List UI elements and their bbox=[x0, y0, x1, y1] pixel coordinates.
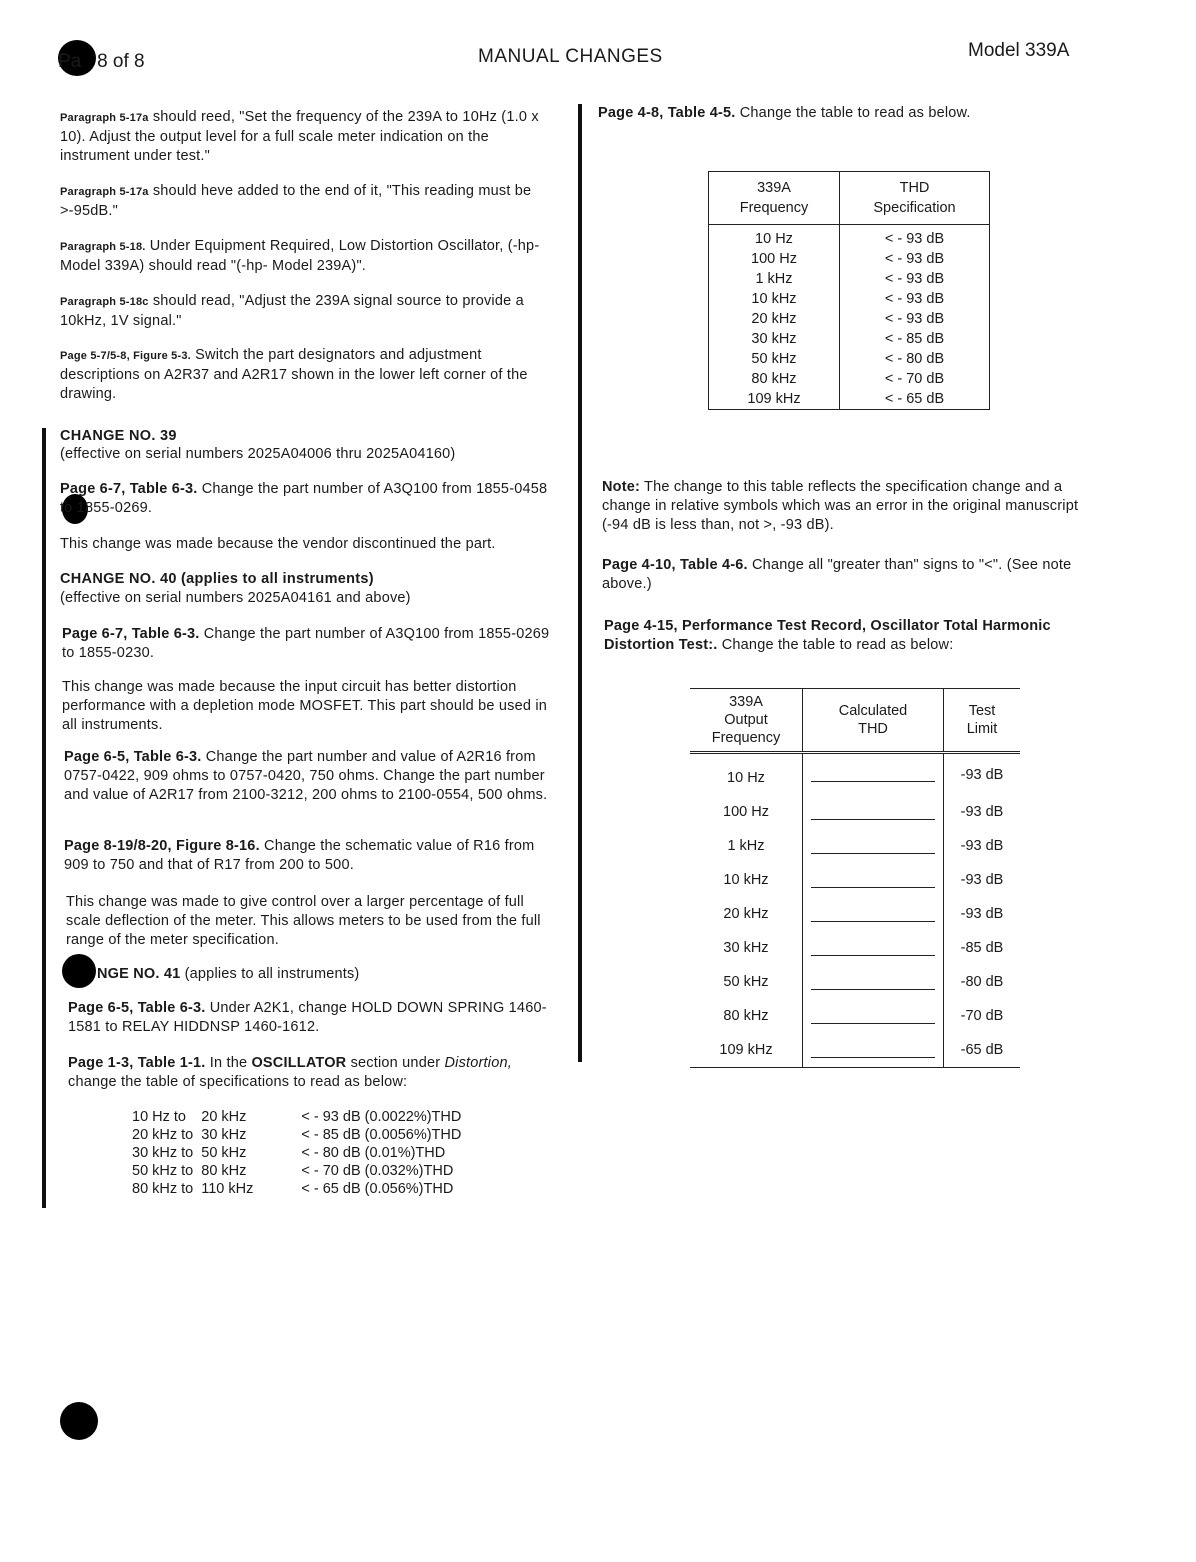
limit-cell: -85 dB bbox=[960, 940, 1004, 956]
model-label: Model 339A bbox=[968, 40, 1070, 61]
spec-cell: < - 93 dB bbox=[884, 231, 945, 247]
spec-value: < - 70 dB (0.032%)THD bbox=[301, 1163, 454, 1179]
header-line: 339A bbox=[729, 694, 763, 710]
ref-label: Page 4-8, Table 4-5. bbox=[598, 105, 736, 121]
header-line: 339A bbox=[757, 180, 791, 196]
table-row bbox=[690, 965, 1020, 999]
header-line: THD bbox=[858, 721, 888, 737]
freq-cell: 100 Hz bbox=[709, 249, 840, 269]
distortion-spec-table bbox=[132, 1108, 469, 1198]
blank-line bbox=[811, 767, 935, 782]
ref-label: Page 6-5, Table 6-3. bbox=[64, 749, 202, 765]
thd-spec-table bbox=[708, 171, 990, 410]
freq-cell: 20 kHz bbox=[690, 897, 803, 931]
page-title: MANUAL CHANGES bbox=[478, 46, 663, 67]
spec-cell: < - 85 dB bbox=[884, 331, 945, 347]
distortion-label: Distortion, bbox=[444, 1055, 512, 1071]
body-text: Under Equipment Required, Low Distortion Oscillator, (-hp-Model 339A) should read "(-hp- Model 239A)". bbox=[60, 238, 540, 274]
change-41-title bbox=[97, 965, 359, 984]
body-text: Change the part number of A3Q100 from 1855-0269 to 1855-0230. bbox=[62, 626, 550, 661]
header-line: Specification bbox=[873, 200, 956, 216]
table-row bbox=[709, 369, 990, 389]
limit-cell: -93 dB bbox=[960, 766, 1004, 783]
header-line: Limit bbox=[966, 721, 998, 737]
spec-value: < - 80 dB (0.01%)THD bbox=[301, 1145, 446, 1161]
table-row bbox=[690, 897, 1020, 931]
table-row bbox=[709, 249, 990, 269]
limit-cell: -93 dB bbox=[960, 872, 1004, 888]
range-from: 10 Hz to bbox=[132, 1109, 186, 1125]
para-5-18 bbox=[60, 237, 548, 276]
freq-cell: 100 Hz bbox=[690, 795, 803, 829]
body-text: should read, "Adjust the 239A signal source to provide a 10kHz, 1V signal." bbox=[60, 293, 524, 329]
change-40-page-6-7 bbox=[62, 625, 552, 663]
note-label: Note: bbox=[602, 479, 641, 495]
freq-cell: 80 kHz bbox=[690, 999, 803, 1033]
spec-cell: < - 93 dB bbox=[884, 251, 945, 267]
change-39-reason: This change was made because the vendor discontinued the part. bbox=[60, 536, 496, 552]
freq-cell: 10 Hz bbox=[709, 225, 840, 250]
calculated-thd-entry bbox=[803, 753, 944, 796]
col-header-output-frequency bbox=[690, 689, 803, 753]
calculated-thd-entry bbox=[803, 999, 944, 1033]
table-row bbox=[709, 329, 990, 349]
table-row bbox=[690, 999, 1020, 1033]
freq-cell: 50 kHz bbox=[690, 965, 803, 999]
ref-label: Page 6-5, Table 6-3. bbox=[68, 1000, 206, 1016]
table-row bbox=[690, 863, 1020, 897]
table-row bbox=[709, 349, 990, 369]
blank-line bbox=[811, 1009, 935, 1024]
table-row bbox=[132, 1162, 469, 1180]
freq-cell: 50 kHz bbox=[709, 349, 840, 369]
body-text: Change the table to read as below. bbox=[735, 105, 971, 121]
table-row bbox=[132, 1144, 469, 1162]
body-text: Change the part number and value of A2R16 from 0757-0422, 909 ohms to 0757-0420, 750 ohms. Change the part number and value of A2R17 from 2100-3212, 200 ohms to 2100-0554, 500 ohms. bbox=[64, 749, 548, 803]
ref-label: Paragraph 5-18c bbox=[60, 296, 149, 308]
spec-cell: < - 80 dB bbox=[884, 351, 945, 367]
freq-cell: 10 Hz bbox=[690, 753, 803, 796]
limit-cell: -93 dB bbox=[960, 906, 1004, 922]
page-4-10-instruction bbox=[602, 556, 1090, 594]
freq-cell: 109 kHz bbox=[690, 1033, 803, 1068]
freq-cell: 109 kHz bbox=[709, 389, 840, 410]
range-from: 20 kHz to bbox=[132, 1127, 194, 1143]
table-row bbox=[709, 309, 990, 329]
body-text: Change all "greater than" signs to "<". (See note above.) bbox=[602, 557, 1072, 592]
range-from: 50 kHz to bbox=[132, 1163, 194, 1179]
limit-cell: -80 dB bbox=[960, 974, 1004, 990]
ref-label: Paragraph 5-17a bbox=[60, 186, 149, 198]
spec-value: < - 93 dB (0.0022%)THD bbox=[301, 1109, 462, 1125]
para-5-17a-set-frequency bbox=[60, 108, 548, 166]
para-5-18c bbox=[60, 292, 548, 331]
change-39-title: CHANGE NO. 39 bbox=[60, 428, 177, 444]
limit-cell: -93 dB bbox=[960, 804, 1004, 820]
ref-label: Paragraph 5-18. bbox=[60, 241, 146, 253]
blank-line bbox=[811, 975, 935, 990]
ref-label: Page 6-7, Table 6-3. bbox=[62, 626, 200, 642]
table-row bbox=[132, 1180, 469, 1198]
body-text: Change the schematic value of R16 from 909 to 750 and that of R17 from 200 to 500. bbox=[64, 838, 535, 873]
body-text: Change the part number of A3Q100 from 1855-0458 to 1855-0269. bbox=[60, 481, 548, 516]
page-4-8-instruction bbox=[598, 104, 1068, 123]
change-41-number: NGE NO. 41 bbox=[97, 966, 181, 982]
body-text: should reed, "Set the frequency of the 239A to 10Hz (1.0 x 10). Adjust the output level for a full scale meter indication on the instrument under test." bbox=[60, 109, 539, 164]
change-40-effective: (effective on serial numbers 2025A04161 and above) bbox=[60, 590, 411, 606]
ref-label: Paragraph 5-17a bbox=[60, 112, 149, 124]
change-40-title: CHANGE NO. 40 (applies to all instruments) bbox=[60, 571, 374, 587]
range-to: 80 kHz bbox=[201, 1163, 247, 1179]
spec-value: < - 85 dB (0.0056%)THD bbox=[301, 1127, 462, 1143]
calculated-thd-entry bbox=[803, 931, 944, 965]
ref-label: Page 4-10, Table 4-6. bbox=[602, 557, 748, 573]
change-bar-left-column bbox=[42, 428, 46, 1208]
table-row bbox=[132, 1126, 469, 1144]
change-39-effective: (effective on serial numbers 2025A04006 thru 2025A04160) bbox=[60, 446, 456, 462]
header-line: Test bbox=[968, 703, 996, 719]
table-row bbox=[690, 1033, 1020, 1068]
range-to: 50 kHz bbox=[201, 1145, 247, 1161]
performance-test-record-table bbox=[690, 688, 1020, 1068]
ink-blot-change-41 bbox=[62, 954, 96, 988]
change-39-page-6-7 bbox=[60, 480, 550, 518]
calculated-thd-entry bbox=[803, 1033, 944, 1068]
body-text: should heve added to the end of it, "This reading must be >-95dB." bbox=[60, 183, 532, 219]
col-header-thd bbox=[840, 172, 990, 225]
note-paragraph bbox=[602, 478, 1090, 535]
table-row bbox=[132, 1108, 469, 1126]
change-40-page-6-5 bbox=[64, 748, 554, 805]
change-40-reason-1: This change was made because the input circuit has better distortion performance with a depletion mode MOSFET. This part should be used in all instruments. bbox=[62, 679, 548, 733]
page-number: Pa 8 of 8 bbox=[58, 51, 145, 72]
page-4-15-instruction bbox=[604, 617, 1092, 655]
col-header-frequency bbox=[709, 172, 840, 225]
body-text: Under A2K1, change HOLD DOWN SPRING 1460-1581 to RELAY HIDDNSP 1460-1612. bbox=[68, 1000, 547, 1035]
change-41-page-6-5 bbox=[68, 999, 558, 1037]
change-bar-right-column bbox=[578, 104, 582, 1062]
limit-cell: -65 dB bbox=[960, 1042, 1004, 1058]
change-41-page-1-3 bbox=[68, 1054, 558, 1092]
header-line: THD bbox=[899, 180, 930, 196]
freq-cell: 10 kHz bbox=[690, 863, 803, 897]
header-line: Frequency bbox=[739, 200, 809, 216]
range-from: 30 kHz to bbox=[132, 1145, 194, 1161]
blank-line bbox=[811, 1043, 935, 1058]
blank-line bbox=[811, 805, 935, 820]
body-text: change the table of specifications to read as below: bbox=[68, 1074, 408, 1090]
spec-cell: < - 65 dB bbox=[884, 391, 945, 407]
spec-value: < - 65 dB (0.056%)THD bbox=[301, 1181, 454, 1197]
freq-cell: 30 kHz bbox=[690, 931, 803, 965]
blank-line bbox=[811, 907, 935, 922]
body-text: In the bbox=[205, 1055, 252, 1071]
table-row bbox=[709, 389, 990, 410]
table-row bbox=[690, 795, 1020, 829]
table-row bbox=[709, 269, 990, 289]
ref-label: Page 6-7, Table 6-3. bbox=[60, 481, 198, 497]
body-text: Change the table to read as below: bbox=[717, 637, 954, 653]
spec-cell: < - 93 dB bbox=[884, 311, 945, 327]
limit-cell: -93 dB bbox=[960, 838, 1004, 854]
calculated-thd-entry bbox=[803, 829, 944, 863]
table-row bbox=[709, 289, 990, 309]
table-row bbox=[690, 753, 1020, 796]
blank-line bbox=[811, 941, 935, 956]
freq-cell: 80 kHz bbox=[709, 369, 840, 389]
range-to: 110 kHz bbox=[201, 1181, 254, 1197]
table-row bbox=[690, 931, 1020, 965]
change-41-scope: (applies to all instruments) bbox=[180, 966, 360, 982]
spec-cell: < - 93 dB bbox=[884, 291, 945, 307]
blank-line bbox=[811, 839, 935, 854]
table-row bbox=[690, 829, 1020, 863]
ref-label: Page 8-19/8-20, Figure 8-16. bbox=[64, 838, 260, 854]
calculated-thd-entry bbox=[803, 965, 944, 999]
range-to: 30 kHz bbox=[201, 1127, 247, 1143]
limit-cell: -70 dB bbox=[960, 1008, 1004, 1024]
ref-label: Page 4-15, Performance Test Record, Oscillator Total Harmonic Distortion Test:. bbox=[604, 618, 1051, 653]
body-text: Switch the part designators and adjustment descriptions on A2R37 and A2R17 shown in the lower left corner of the drawing. bbox=[60, 347, 528, 402]
freq-cell: 1 kHz bbox=[690, 829, 803, 863]
header-line: Calculated bbox=[838, 703, 908, 719]
para-5-17a-reading bbox=[60, 182, 548, 221]
col-header-test-limit bbox=[944, 689, 1021, 753]
oscillator-label: OSCILLATOR bbox=[251, 1055, 347, 1071]
freq-cell: 1 kHz bbox=[709, 269, 840, 289]
col-header-calculated-thd bbox=[803, 689, 944, 753]
change-40-page-8-19 bbox=[64, 837, 554, 875]
table-row bbox=[709, 225, 990, 250]
body-text: The change to this table reflects the specification change and a change in relative symbols which was an error in the original manuscript (-94 dB is less than, not >, -93 dB). bbox=[602, 479, 1079, 533]
calculated-thd-entry bbox=[803, 795, 944, 829]
freq-cell: 30 kHz bbox=[709, 329, 840, 349]
blank-line bbox=[811, 873, 935, 888]
header-line: Frequency bbox=[711, 730, 781, 746]
spec-cell: < - 93 dB bbox=[884, 271, 945, 287]
range-from: 80 kHz to bbox=[132, 1181, 194, 1197]
punch-hole bbox=[60, 1402, 98, 1440]
calculated-thd-entry bbox=[803, 863, 944, 897]
freq-cell: 10 kHz bbox=[709, 289, 840, 309]
ref-label: Page 1-3, Table 1-1. bbox=[68, 1055, 206, 1071]
spec-cell: < - 70 dB bbox=[884, 371, 945, 387]
para-page-5-7 bbox=[60, 346, 550, 404]
header-line: Output bbox=[724, 712, 768, 728]
range-to: 20 kHz bbox=[201, 1109, 247, 1125]
body-text: section under bbox=[346, 1055, 445, 1071]
calculated-thd-entry bbox=[803, 897, 944, 931]
freq-cell: 20 kHz bbox=[709, 309, 840, 329]
change-40-reason-2: This change was made to give control over a larger percentage of full scale deflection of the meter. This allows meters to be used from the full range of the meter specification. bbox=[66, 894, 541, 948]
ref-label: Page 5-7/5-8, Figure 5-3. bbox=[60, 350, 191, 362]
